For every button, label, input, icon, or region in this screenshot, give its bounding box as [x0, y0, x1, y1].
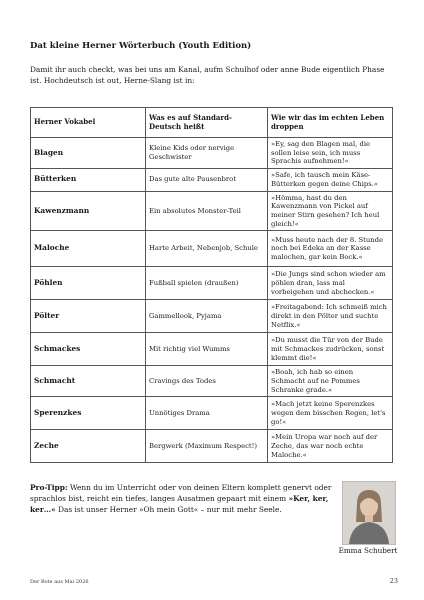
- vocab-word: Pölter: [31, 300, 146, 333]
- vocab-word: Kawenzmann: [31, 191, 146, 231]
- vocab-example: »Hömma, hast du den Kawenzmann von Pickel auf meiner Stirn gesehen? Ich heul gleich!«: [268, 191, 393, 231]
- table-row: [31, 300, 393, 333]
- vocab-meaning: Fußball spielen (draußen): [146, 267, 268, 300]
- vocab-example: »Boah, ich hab so einen Schmacht auf ne Pommes Schranke grade.«: [268, 366, 393, 397]
- vocabulary-table: [30, 107, 393, 463]
- author-photo: [342, 481, 396, 545]
- column-header-word: Herner Vokabel: [31, 108, 146, 138]
- page-number: 23: [389, 577, 398, 585]
- author-portrait-image: [343, 482, 395, 544]
- intro-paragraph: Damit ihr auch checkt, was bei uns am Kanal, aufm Schulhof oder anne Bude eigentlich Phase ist. Hochdeutsch ist out, Herne-Slang ist in:: [30, 65, 385, 85]
- table-row: [31, 169, 393, 191]
- table-row: [31, 191, 393, 231]
- vocab-word: Schmacht: [31, 366, 146, 397]
- vocab-meaning: Cravings des Todes: [146, 366, 268, 397]
- table-row: [31, 366, 393, 397]
- vocab-meaning: Harte Arbeit, Nebenjob, Schule: [146, 231, 268, 267]
- table-row: [31, 231, 393, 267]
- vocab-word: Pöhlen: [31, 267, 146, 300]
- vocab-word: Bütterken: [31, 169, 146, 191]
- pro-tip-paragraph: [30, 482, 332, 515]
- vocab-meaning: Bergwerk (Maximum Respect!): [146, 430, 268, 463]
- vocab-word: Sperenzkes: [31, 397, 146, 430]
- vocab-meaning: Gammellook, Pyjama: [146, 300, 268, 333]
- vocab-word: Schmackes: [31, 333, 146, 366]
- vocab-example: »Die Jungs sind schon wieder am pöhlen dran, lass mal vorbeigehen und abchecken.«: [268, 267, 393, 300]
- vocab-word: Blagen: [31, 138, 146, 169]
- footer-publication: Der Bote aus Mai 2026: [30, 579, 89, 585]
- vocab-example: »Safe, ich tausch mein Käse-Bütterken gegen deine Chips.«: [268, 169, 393, 191]
- vocab-word: Maloche: [31, 231, 146, 267]
- pro-tip-text: Wenn du im Unterricht oder von deinen Eltern komplett genervt oder sprachlos bist, reicht ein tiefes, langes Ausatmen gepaart mit einem: [30, 483, 332, 503]
- vocab-example: »Ey, sag den Blagen mal, die sollen leise sein, ich muss Sprachis aufnehmen!«: [268, 138, 393, 169]
- vocab-example: »Muss heute nach der 8. Stunde noch bei Edeka an der Kasse malochen, gar kein Bock.«: [268, 231, 393, 267]
- page-title: Dat kleine Herner Wörterbuch (Youth Edition): [30, 41, 252, 51]
- table-row: [31, 397, 393, 430]
- pro-tip-emphasis: »Ker, ker, ker…«: [30, 494, 329, 514]
- vocab-meaning: Mit richtig viel Wumms: [146, 333, 268, 366]
- table-row: [31, 430, 393, 463]
- vocab-word: Zeche: [31, 430, 146, 463]
- column-header-usage: Wie wir das im echten Leben droppen: [268, 108, 393, 138]
- table-row: [31, 138, 393, 169]
- vocab-meaning: Ein absolutes Monster-Teil: [146, 191, 268, 231]
- vocab-meaning: Unnötiges Drama: [146, 397, 268, 430]
- vocab-example: »Mach jetzt keine Sperenzkes wegen dem bisschen Regen, let's go!«: [268, 397, 393, 430]
- pro-tip-tail: Das ist unser Herner »Oh mein Gott« – nur mit mehr Seele.: [55, 505, 282, 514]
- table-row: [31, 267, 393, 300]
- table-row: [31, 333, 393, 366]
- table-header-row: [31, 108, 393, 138]
- vocab-example: »Mein Uropa war noch auf der Zeche, das war noch echte Maloche.«: [268, 430, 393, 463]
- vocab-meaning: Kleine Kids oder nervige Geschwister: [146, 138, 268, 169]
- vocab-example: »Du musst die Tür von der Bude mit Schmackes zudrücken, sonst klemmt die!«: [268, 333, 393, 366]
- vocab-example: »Freitagabend: Ich schmeiß mich direkt in den Pölter und suchte Netflix.«: [268, 300, 393, 333]
- pro-tip-label: Pro-Tipp:: [30, 483, 68, 492]
- vocab-meaning: Das gute alte Pausenbrot: [146, 169, 268, 191]
- column-header-meaning: Was es auf Standard-Deutsch heißt: [146, 108, 268, 138]
- author-name: Emma Schubert: [338, 546, 398, 555]
